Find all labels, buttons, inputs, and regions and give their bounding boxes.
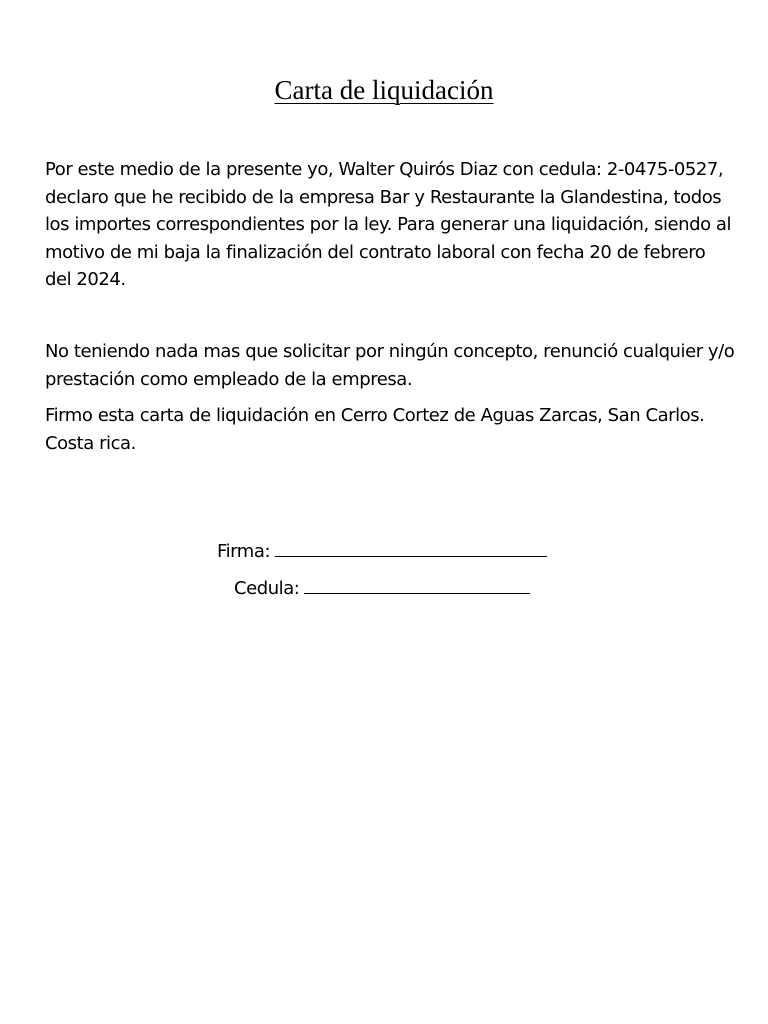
- cedula-signature-line: [304, 577, 530, 594]
- paragraph-renunciation: No teniendo nada mas que solicitar por ningún concepto, renunció cualquier y/o prestación como empleado de la empresa.: [45, 341, 735, 390]
- paragraph-location: Firmo esta carta de liquidación en Cerro Cortez de Aguas Zarcas, San Carlos. Costa rica.: [45, 405, 705, 454]
- firma-label: Firma:: [217, 541, 271, 562]
- cedula-label: Cedula:: [234, 578, 300, 599]
- signature-cedula-row: [234, 576, 530, 602]
- paragraph-declaration: Por este medio de la presente yo, Walter Quirós Diaz con cedula: 2-0475-0527, declaro que he recibido de la empresa Bar y Restaurante la Glandestina, todos los importes correspondientes por la ley. Para generar una liquidación, siendo al motivo de mi baja la finalización del contrato laboral con fecha 20 de febrero del 2024.: [45, 159, 732, 290]
- firma-signature-line: [275, 540, 547, 557]
- document-title: Carta de liquidación: [274, 75, 494, 105]
- document-title-wrapper: [0, 72, 768, 108]
- signature-firma-row: [217, 539, 547, 565]
